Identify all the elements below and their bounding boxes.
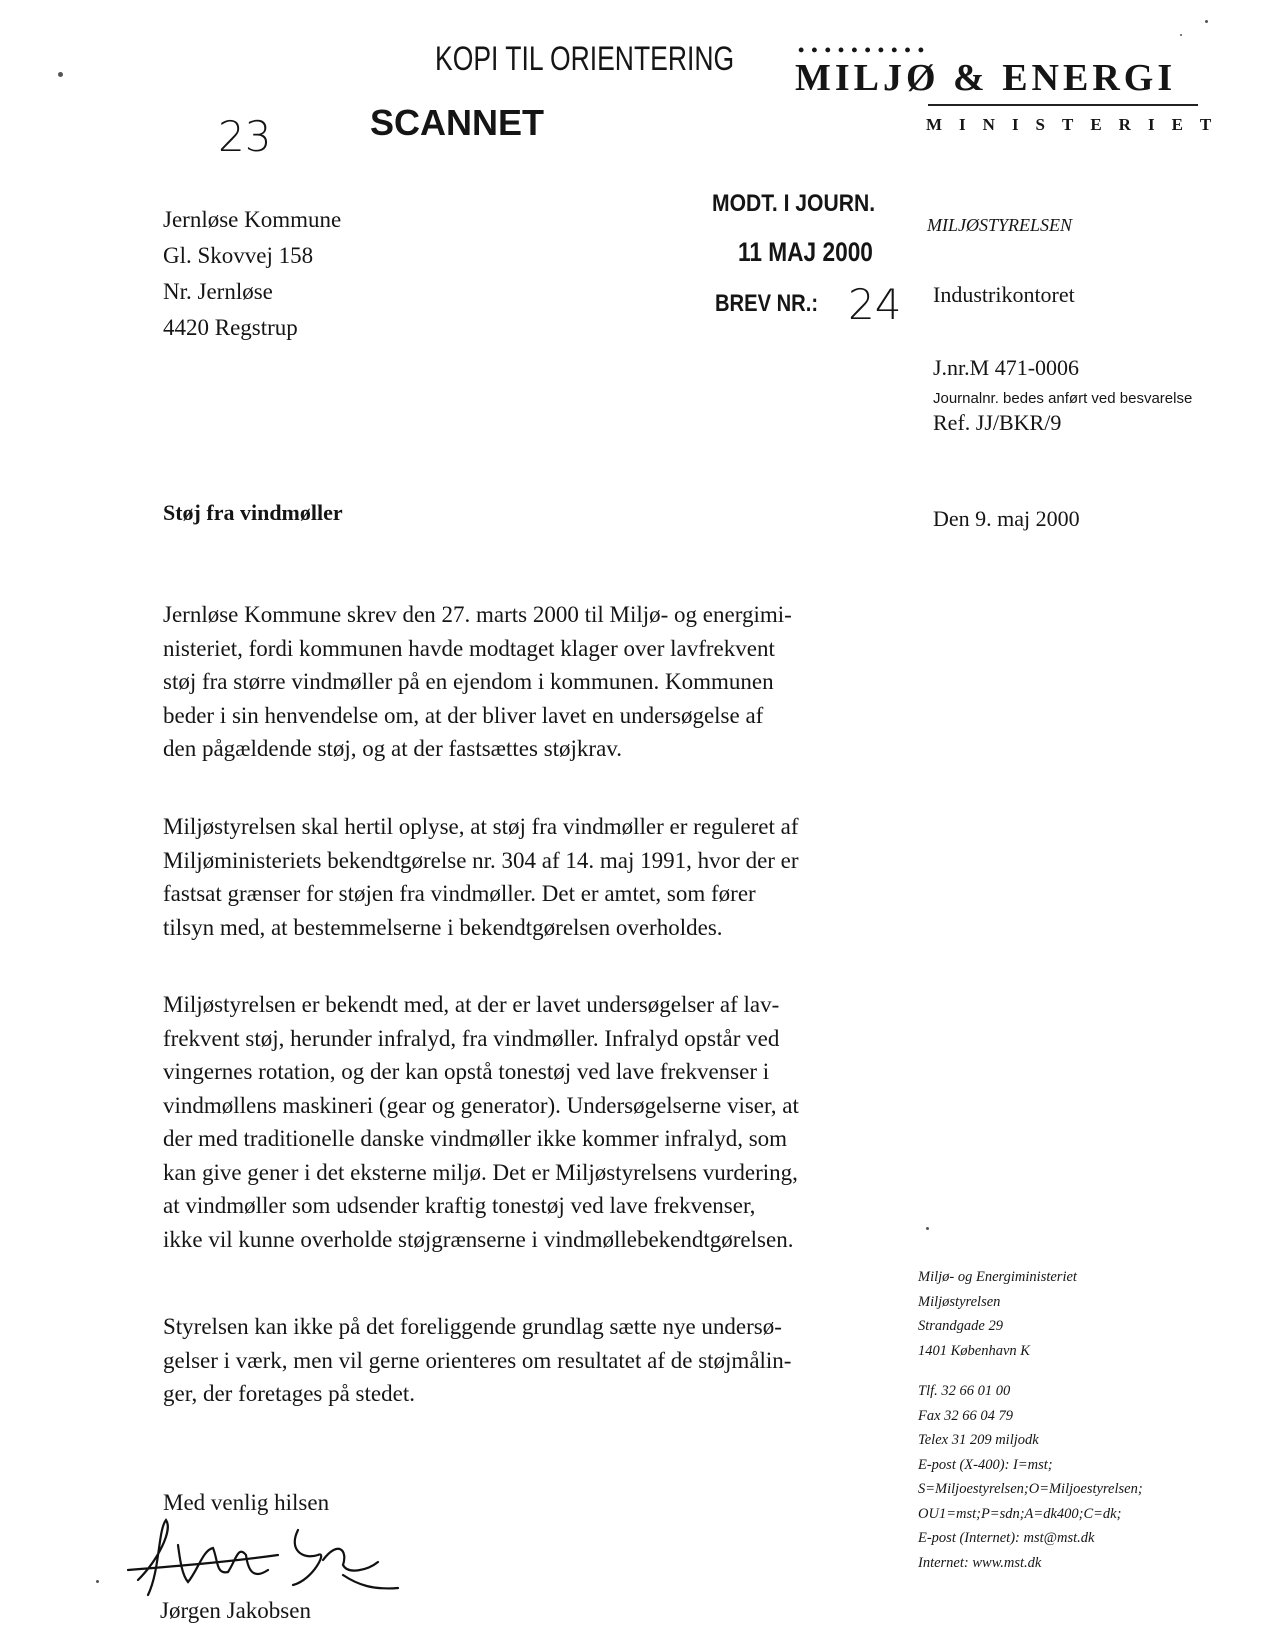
scan-speck xyxy=(58,72,63,77)
address-gap xyxy=(918,1363,1143,1379)
received-stamp-label: MODT. I JOURN. xyxy=(712,190,876,217)
letter-date: Den 9. maj 2000 xyxy=(933,506,1080,531)
letter-subject: Støj fra vindmøller xyxy=(163,500,343,525)
body-line: støj fra større vindmøller på en ejendom i kommunen. Kommunen xyxy=(163,669,774,694)
sender-address-block xyxy=(918,1265,1143,1575)
sender-agency: MILJØSTYRELSEN xyxy=(927,215,1073,235)
received-stamp-date: 11 MAJ 2000 xyxy=(738,237,873,267)
recipient-line: Jernløse Kommune xyxy=(163,207,342,232)
logo-divider xyxy=(928,104,1198,106)
contact-line: Tlf. 32 66 01 00 xyxy=(918,1383,1011,1399)
body-line: tilsyn med, at bestemmelserne i bekendtgørelsen overholdes. xyxy=(163,914,723,940)
body-paragraph xyxy=(163,598,883,766)
body-line: nisteriet, fordi kommunen havde modtaget klager over lavfrekvent xyxy=(163,635,775,661)
body-line: vingernes rotation, og der kan opstå tonestøj ved lave frekvenser i xyxy=(163,1059,770,1084)
scanned-stamp: SCANNET xyxy=(370,102,545,143)
contact-line: S=Miljoestyrelsen;O=Miljoestyrelsen; xyxy=(918,1481,1143,1497)
body-line: ger, der foretages på stedet. xyxy=(163,1381,415,1406)
handwritten-number: 23 xyxy=(218,112,272,161)
body-line: Miljøministeriets bekendtgørelse nr. 304 af 14. maj 1991, hvor der er xyxy=(163,847,799,873)
body-line: beder i sin henvendelse om, at der bliver lavet en undersøgelse af xyxy=(163,702,764,728)
letter-number-label: BREV NR.: xyxy=(715,290,819,317)
body-line: der med traditionelle danske vindmøller ikke kommer infralyd, som xyxy=(163,1126,788,1151)
contact-line: Internet: www.mst.dk xyxy=(918,1554,1042,1571)
body-line: Jernløse Kommune skrev den 27. marts 2000 til Miljø- og energimi- xyxy=(163,602,792,627)
body-line: vindmøllens maskineri (gear og generator). Undersøgelserne viser, at xyxy=(163,1092,799,1118)
address-line: Miljøstyrelsen xyxy=(918,1293,1001,1310)
body-line: Miljøstyrelsen skal hertil oplyse, at støj fra vindmøller er reguleret af xyxy=(163,814,799,839)
address-line: 1401 København K xyxy=(918,1342,1030,1359)
closing-greeting: Med venlig hilsen xyxy=(163,1490,330,1515)
recipient-line: Nr. Jernløse xyxy=(163,279,273,304)
ministry-logo-title: MILJØ & ENERGI xyxy=(795,57,1177,99)
signature-icon xyxy=(118,1500,408,1610)
body-line: den pågældende støj, og at der fastsættes støjkrav. xyxy=(163,736,623,761)
recipient-line: 4420 Regstrup xyxy=(163,315,298,340)
contact-line: E-post (X-400): I=mst; xyxy=(918,1456,1053,1473)
signer-name: Jørgen Jakobsen xyxy=(160,1598,311,1623)
contact-line: OU1=mst;P=sdn;A=dk400;C=dk; xyxy=(918,1505,1122,1522)
copy-stamp: KOPI TIL ORIENTERING xyxy=(435,40,735,78)
handwritten-letter-number: 24 xyxy=(848,280,902,329)
logo-dots: •••••••••• xyxy=(798,40,932,60)
sender-office: Industrikontoret xyxy=(933,282,1075,307)
contact-line: Fax 32 66 04 79 xyxy=(918,1407,1014,1424)
contact-line: Telex 31 209 miljodk xyxy=(918,1432,1039,1448)
ministry-logo-subtitle: MINISTERIET xyxy=(926,115,1229,134)
recipient-line: Gl. Skovvej 158 xyxy=(163,243,314,268)
body-paragraph xyxy=(163,1310,883,1411)
scan-speck xyxy=(96,1580,99,1583)
contact-line: E-post (Internet): mst@mst.dk xyxy=(918,1530,1095,1546)
body-line: ikke vil kunne overholde støjgrænserne i vindmøllebekendtgørelsen. xyxy=(163,1226,794,1252)
scan-speck xyxy=(926,1227,929,1230)
address-line: Strandgade 29 xyxy=(918,1318,1003,1334)
body-line: Styrelsen kan ikke på det foreliggende grundlag sætte nye undersø- xyxy=(163,1314,782,1339)
body-paragraph xyxy=(163,810,883,944)
body-line: Miljøstyrelsen er bekendt med, at der er lavet undersøgelser af lav- xyxy=(163,992,780,1017)
reference: Ref. JJ/BKR/9 xyxy=(933,410,1062,435)
journal-number: J.nr.M 471-0006 xyxy=(933,355,1080,380)
address-line: Miljø- og Energiministeriet xyxy=(918,1269,1077,1285)
scan-speck xyxy=(1180,34,1182,36)
body-line: fastsat grænser for støjen fra vindmøller. Det er amtet, som fører xyxy=(163,881,756,906)
journal-note: Journalnr. bedes anført ved besvarelse xyxy=(933,390,1193,407)
body-line: at vindmøller som udsender kraftig tonestøj ved lave frekvenser, xyxy=(163,1193,756,1218)
body-line: kan give gener i det eksterne miljø. Det er Miljøstyrelsens vurdering, xyxy=(163,1159,798,1185)
body-line: gelser i værk, men vil gerne orienteres om resultatet af de støjmålin- xyxy=(163,1347,792,1373)
body-paragraph xyxy=(163,988,883,1256)
body-line: frekvent støj, herunder infralyd, fra vindmøller. Infralyd opstår ved xyxy=(163,1025,780,1051)
scan-speck xyxy=(1205,20,1208,23)
